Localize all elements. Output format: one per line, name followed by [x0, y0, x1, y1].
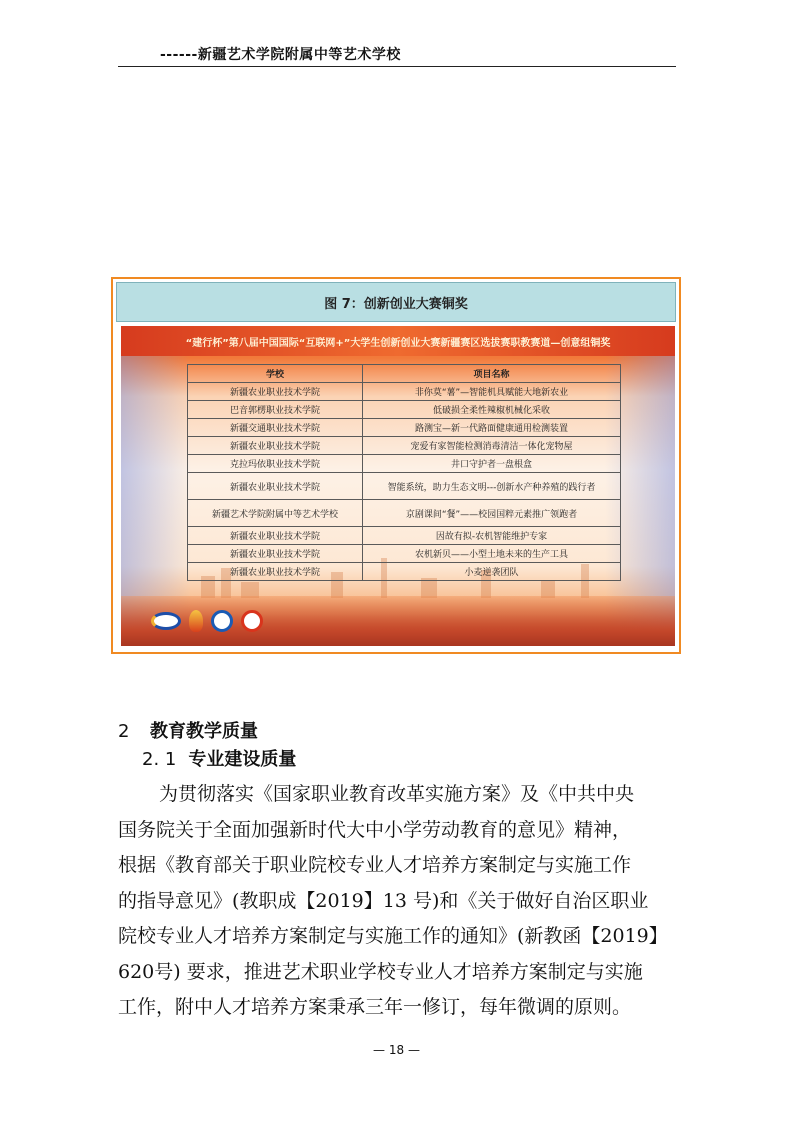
- project-cell: 因故有拟-农机智能维护专家: [363, 527, 621, 545]
- column-header-school: 学校: [188, 365, 363, 383]
- school-cell: 新疆农业职业技术学院: [188, 527, 363, 545]
- section-number: 2: [118, 721, 130, 742]
- sponsor-logos: [151, 610, 263, 632]
- paragraph-line: 为贯彻落实《国家职业教育改革实施方案》及《中共中央: [159, 783, 635, 805]
- table-row: [188, 437, 621, 455]
- paragraph-line: 工作，附中人才培养方案秉承三年一修订，每年微调的原则。: [118, 996, 632, 1018]
- bank-logo-icon: [211, 610, 233, 632]
- project-cell: 非你莫“薯”—智能机具赋能大地新农业: [363, 383, 621, 401]
- school-cell: 巴音郭楞职业技术学院: [188, 401, 363, 419]
- subsection-heading: [142, 745, 296, 771]
- table-row: [188, 563, 621, 581]
- project-cell: 路测宝—新一代路面健康通用检测装置: [363, 419, 621, 437]
- section-title: 教育教学质量: [150, 721, 258, 742]
- figure-caption-bar: [116, 282, 676, 322]
- column-header-project: 项目名称: [363, 365, 621, 383]
- table-row: [188, 455, 621, 473]
- paragraph-line: 国务院关于全面加强新时代大中小学劳动教育的意见》精神，: [118, 818, 632, 841]
- school-cell: 新疆艺术学院附属中等艺术学校: [188, 500, 363, 527]
- award-banner: [121, 326, 675, 356]
- running-header: ------新疆艺术学院附属中等艺术学校: [160, 47, 401, 63]
- school-cell: 新疆农业职业技术学院: [188, 383, 363, 401]
- paragraph-line: 的指导意见》(教职成【2019】13 号)和《关于做好自治区职业: [118, 889, 649, 912]
- project-cell: 低破损全柔性辣椒机械化采收: [363, 401, 621, 419]
- body-paragraph: [118, 777, 690, 1026]
- school-cell: 新疆农业职业技术学院: [188, 545, 363, 563]
- project-cell: 京剧课间“餐”——校园国粹元素推广领跑者: [363, 500, 621, 527]
- school-cell: 克拉玛依职业技术学院: [188, 455, 363, 473]
- swirl-logo-icon: [151, 612, 181, 630]
- school-cell: 新疆农业职业技术学院: [188, 437, 363, 455]
- paragraph-line: 根据《教育部关于职业院校专业人才培养方案制定与实施工作: [118, 854, 632, 876]
- award-title: “建行杯”第八届中国国际“互联网+”大学生创新创业大赛新疆赛区选拔赛职教赛道—创意组铜奖: [185, 337, 611, 349]
- section-heading: [118, 717, 258, 743]
- project-cell: 井口守护者一盘根盒: [363, 455, 621, 473]
- emblem-logo-icon: [241, 610, 263, 632]
- table-row: [188, 473, 621, 500]
- subsection-title: 专业建设质量: [188, 749, 297, 770]
- project-cell: 农机新贝——小型土地未来的生产工具: [363, 545, 621, 563]
- table-row: [188, 500, 621, 527]
- table-row: [188, 383, 621, 401]
- project-cell: 宠爱有家智能检测消毒清洁一体化宠物屋: [363, 437, 621, 455]
- table-row: [188, 545, 621, 563]
- project-cell: 智能系统，助力生态文明---创新水产种养殖的践行者: [363, 473, 621, 500]
- award-certificate-image: [121, 326, 675, 646]
- school-cell: 新疆农业职业技术学院: [188, 473, 363, 500]
- project-cell: 小麦逆袭团队: [363, 563, 621, 581]
- header-divider: [118, 66, 676, 67]
- table-row: [188, 419, 621, 437]
- award-table: [187, 364, 621, 581]
- school-cell: 新疆农业职业技术学院: [188, 563, 363, 581]
- flame-logo-icon: [189, 610, 203, 632]
- table-row: [188, 401, 621, 419]
- figure-caption: 图 7：创新创业大赛铜奖: [324, 296, 468, 312]
- page-number: — 18 —: [373, 1043, 420, 1057]
- school-cell: 新疆交通职业技术学院: [188, 419, 363, 437]
- table-row: [188, 527, 621, 545]
- paragraph-line: 620号) 要求，推进艺术职业学校专业人才培养方案制定与实施: [118, 960, 643, 983]
- award-table-header-row: [188, 365, 621, 383]
- paragraph-line: 院校专业人才培养方案制定与实施工作的通知》(新教函【2019】: [118, 925, 668, 947]
- subsection-number: 2. 1: [142, 749, 177, 770]
- figure-frame: [111, 277, 681, 654]
